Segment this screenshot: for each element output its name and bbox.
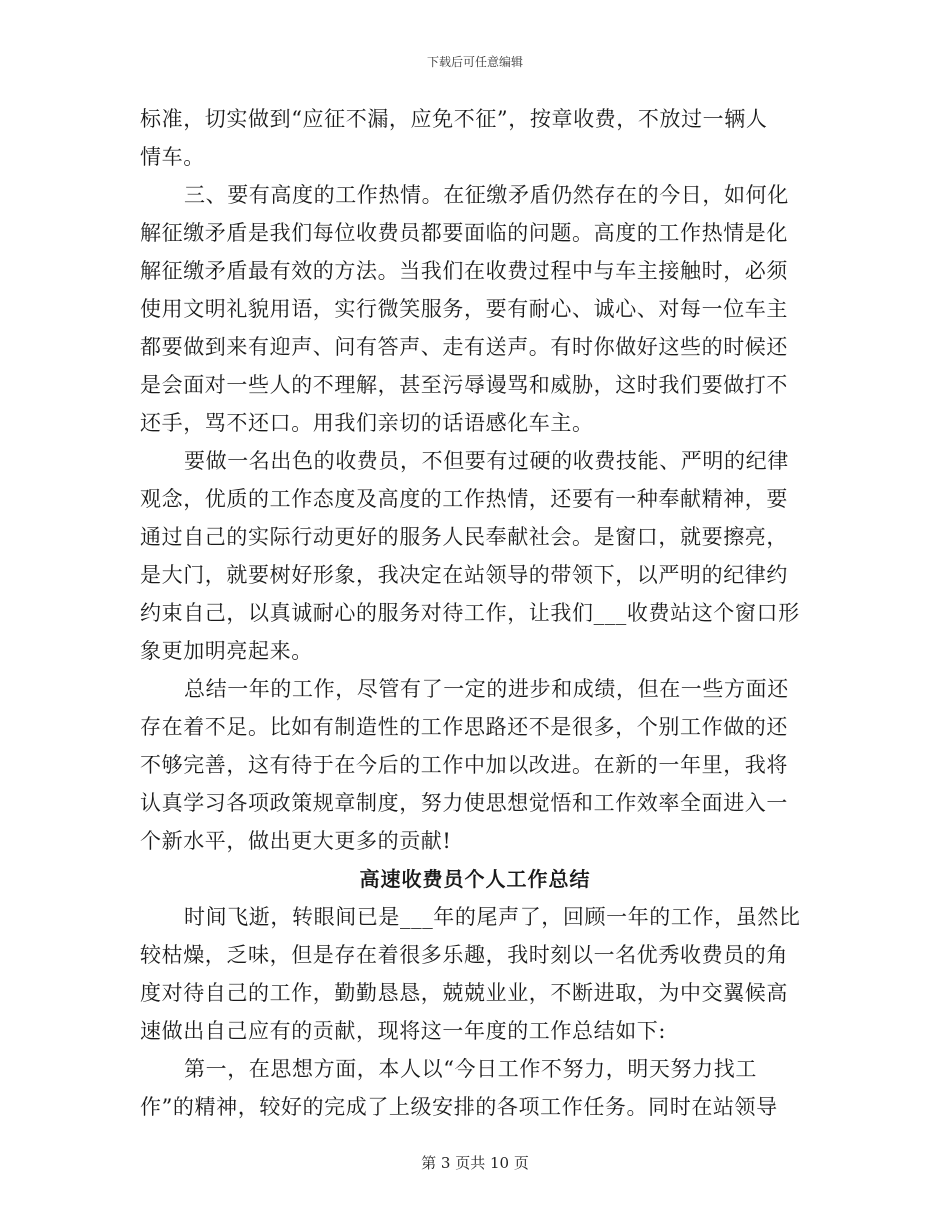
text-line: 解征缴矛盾是我们每位收费员都要面临的问题。高度的工作热情是化 [140,221,788,245]
text-line: 是大门，就要树好形象，我决定在站领导的带领下，以严明的纪律约 [140,563,788,587]
text-line: 个新水平，做出更大更多的贡献! [140,829,452,853]
text-line: 是会面对一些人的不理解，甚至污辱谩骂和威胁，这时我们要做打不 [140,373,788,397]
text-line: 使用文明礼貌用语，实行微笑服务，要有耐心、诚心、对每一位车主 [140,297,788,321]
paragraph-start-line: 第一，在思想方面，本人以“今日工作不努力，明天努力找工 [184,1057,757,1081]
text-line: 观念，优质的工作态度及高度的工作热情，还要有一种奉献精神，要 [140,487,788,511]
text-line: 标准，切实做到“应征不漏，应免不征”，按章收费，不放过一辆人 [140,107,768,131]
text-line: 象更加明亮起来。 [140,639,313,663]
paragraph-start-line: 三、要有高度的工作热情。在征缴矛盾仍然存在的今日，如何化 [184,183,789,207]
text-line: 较枯燥，乏味，但是存在着很多乐趣，我时刻以一名优秀收费员的角 [140,943,788,967]
paragraph-start-line: 要做一名出色的收费员，不但要有过硬的收费技能、严明的纪律 [184,449,789,473]
text-line: 都要做到来有迎声、问有答声、走有送声。有时你做好这些的时候还 [140,335,788,359]
document-body [140,100,810,1126]
text-line: 作”的精神，较好的完成了上级安排的各项工作任务。同时在站领导 [140,1095,778,1119]
page-header: 下载后可任意编辑 [426,55,523,69]
text-line: 还手，骂不还口。用我们亲切的话语感化车主。 [140,411,594,435]
section-title: 高速收费员个人工作总结 [359,867,591,891]
text-line: 存在着不足。比如有制造性的工作思路还不是很多，个别工作做的还 [140,715,788,739]
text-line: 解征缴矛盾最有效的方法。当我们在收费过程中与车主接触时，必须 [140,259,788,283]
text-line: 认真学习各项政策规章制度，努力使思想觉悟和工作效率全面进入一 [140,791,788,815]
text-line: 度对待自己的工作，勤勤恳恳，兢兢业业，不断进取，为中交翼候高 [140,981,788,1005]
text-line: 约束自己，以真诚耐心的服务对待工作，让我们___收费站这个窗口形 [140,601,800,625]
page-footer: 第 3 页共 10 页 [421,1154,529,1172]
text-line: 不够完善，这有待于在今后的工作中加以改进。在新的一年里，我将 [140,753,788,777]
paragraph-start-line: 时间飞逝，转眼间已是___年的尾声了，回顾一年的工作，虽然比 [184,905,801,929]
text-line: 通过自己的实际行动更好的服务人民奉献社会。是窗口，就要擦亮， [140,525,788,549]
text-line: 情车。 [140,145,205,169]
paragraph-start-line: 总结一年的工作，尽管有了一定的进步和成绩，但在一些方面还 [184,677,789,701]
text-line: 速做出自己应有的贡献，现将这一年度的工作总结如下: [140,1019,667,1043]
